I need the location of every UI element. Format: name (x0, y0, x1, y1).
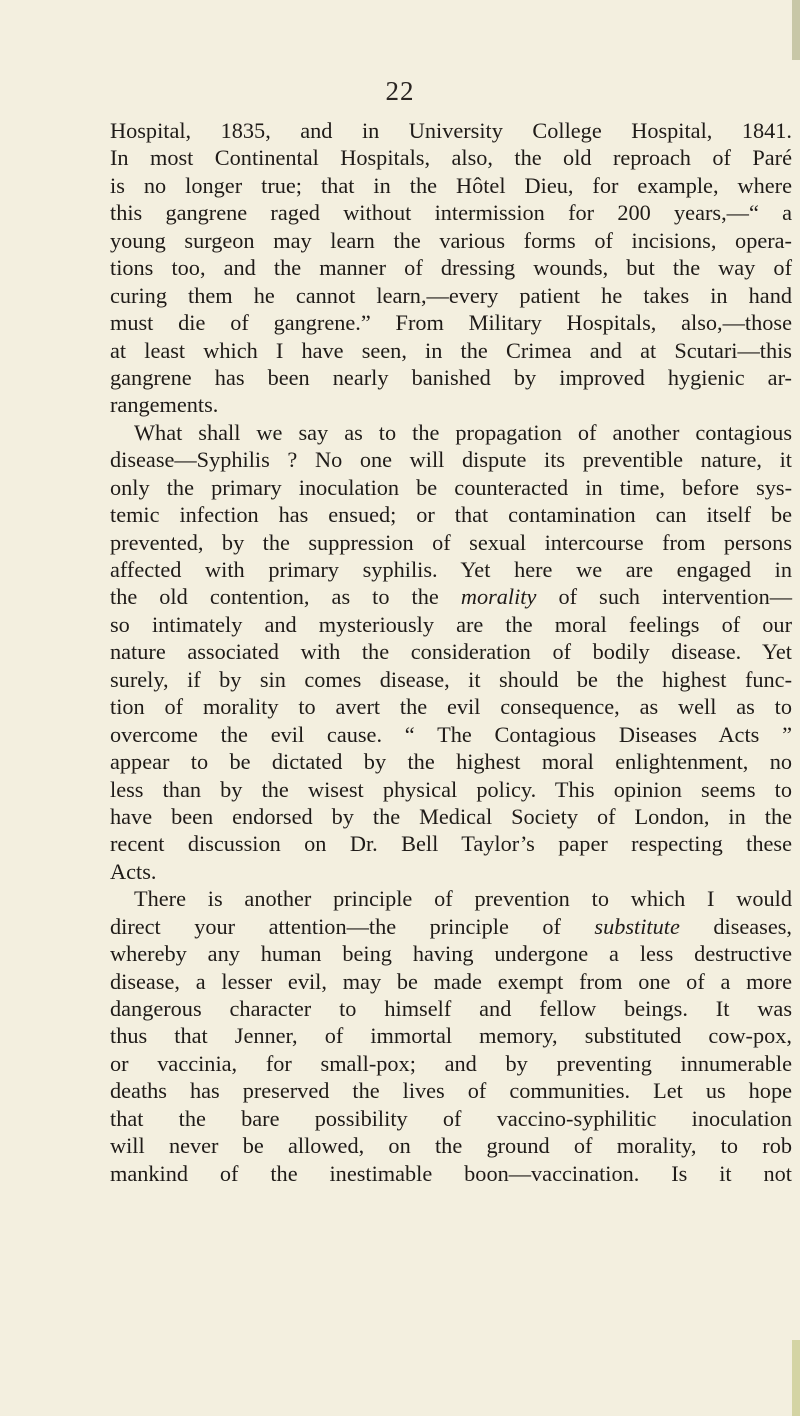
text-line: Hospital, 1835, and in University College Hospital, 1841. (110, 118, 792, 143)
page-edge-mark (792, 0, 800, 60)
text-line: recent discussion on Dr. Bell Taylor’s paper respecting these (110, 831, 792, 857)
text-line: have been endorsed by the Medical Society of London, in the (110, 803, 792, 829)
body-text (110, 117, 792, 1187)
text-line: will never be allowed, on the ground of morality, to rob (110, 1133, 792, 1159)
text-line: at least which I have seen, in the Crimea and at Scutari—this (110, 337, 792, 363)
text-line-emphasis (110, 913, 792, 940)
text-line: affected with primary syphilis. Yet here we are engaged in (110, 557, 792, 582)
text-line: whereby any human being having undergone a less destructive (110, 941, 792, 967)
text-segment: of such intervention— (536, 584, 793, 610)
page-number: 22 (385, 76, 415, 106)
text-line: less than by the wisest physical policy. This opinion seems to (110, 776, 792, 802)
text-line: Acts. (110, 858, 157, 884)
text-line: prevented, by the suppression of sexual intercourse from persons (110, 529, 792, 555)
text-line: What shall we say as to the propagation of another contagious (134, 419, 792, 445)
text-line: young surgeon may learn the various forms of incisions, opera- (110, 227, 792, 253)
emphasized-word: morality (460, 584, 537, 610)
text-line: overcome the evil cause. “ The Contagious Diseases Acts ” (110, 721, 792, 747)
text-line: There is another principle of prevention to which I would (134, 886, 792, 912)
text-line: thus that Jenner, of immortal memory, substituted cow-pox, (110, 1023, 792, 1049)
emphasized-word: substitute (594, 913, 680, 939)
text-line: rangements. (110, 392, 219, 418)
text-line: disease, a lesser evil, may be made exempt from one of a more (110, 968, 792, 994)
text-line: curing them he cannot learn,—every patient he takes in hand (110, 282, 792, 308)
page-edge-mark (792, 1340, 800, 1416)
text-line: or vaccinia, for small-pox; and by preventing innumerable (110, 1050, 792, 1076)
text-line: appear to be dictated by the highest moral enlightenment, no (110, 749, 792, 775)
text-line: deaths has preserved the lives of communities. Let us hope (110, 1078, 792, 1104)
text-segment: diseases, (679, 913, 792, 939)
text-line: that the bare possibility of vaccino-syphilitic inoculation (110, 1105, 792, 1131)
text-segment: the old contention, as to the (110, 584, 461, 610)
text-line: temic infection has ensued; or that contamination can itself be (110, 502, 792, 528)
text-line: disease—Syphilis ? No one will dispute its preventible nature, it (110, 447, 792, 473)
text-line-emphasis (110, 583, 792, 610)
text-line: dangerous character to himself and fellow beings. It was (110, 996, 792, 1021)
text-line: gangrene has been nearly banished by improved hygienic ar- (110, 364, 792, 390)
text-segment: direct your attention—the principle of (110, 913, 595, 939)
text-line: tion of morality to avert the evil consequence, as well as to (110, 694, 792, 720)
text-line: is no longer true; that in the Hôtel Dieu, for example, where (110, 172, 792, 198)
text-line: tions too, and the manner of dressing wounds, but the way of (110, 255, 792, 281)
text-line: so intimately and mysteriously are the moral feelings of our (110, 611, 792, 637)
text-line: must die of gangrene.” From Military Hospitals, also,—those (110, 310, 792, 336)
text-line: In most Continental Hospitals, also, the old reproach of Paré (110, 145, 792, 171)
text-line: only the primary inoculation be counteracted in time, before sys- (110, 474, 792, 500)
text-line: this gangrene raged without intermission for 200 years,—“ a (110, 200, 792, 226)
text-line: surely, if by sin comes disease, it should be the highest func- (110, 666, 792, 692)
text-line: nature associated with the consideration of bodily disease. Yet (110, 639, 792, 665)
text-line: mankind of the inestimable boon—vaccination. Is it not (110, 1160, 792, 1186)
